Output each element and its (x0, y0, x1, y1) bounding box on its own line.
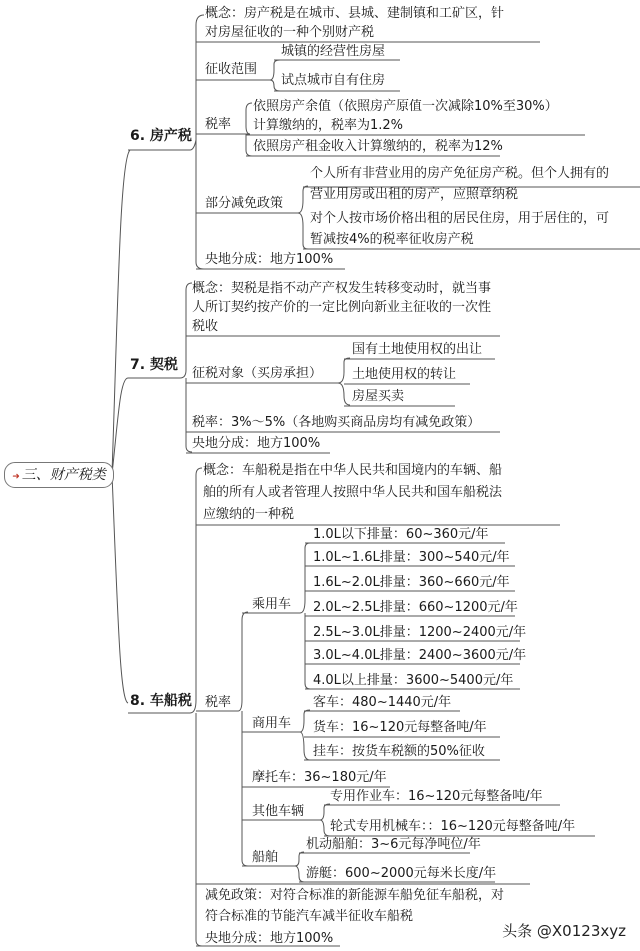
passenger-item: 1.0L~1.6L排量：300~540元/年 (313, 550, 510, 565)
ship-item: 机动船舶：3~6元每净吨位/年 (306, 837, 481, 852)
relief-policy-line: 符合标准的节能汽车减半征收车船税 (205, 909, 414, 924)
motorcycle-rate: 摩托车：36~180元/年 (252, 770, 387, 785)
concept-line: 概念：车船税是指在中华人民共和国境内的车辆、船 (203, 463, 503, 478)
commercial-item: 客车：480~1440元/年 (313, 695, 452, 710)
object-item: 房屋买卖 (352, 389, 405, 404)
concept-line: 应缴纳的一种税 (203, 507, 295, 522)
watermark: 头条 @X0123xyz (502, 922, 626, 940)
concept-line: 舶的所有人或者管理人按照中华人民共和国车船税法 (203, 485, 503, 500)
commercial-item: 货车：16~120元每整备吨/年 (313, 720, 487, 735)
other-vehicle-item: 专用作业车：16~120元每整备吨/年 (330, 789, 543, 804)
object-item: 国有土地使用权的出让 (352, 342, 483, 357)
ships-label[interactable]: 船舶 (252, 850, 279, 865)
revenue-split: 央地分成：地方100% (192, 436, 321, 451)
object-item: 土地使用权的转让 (352, 367, 457, 382)
rate-item: 依照房产租金收入计算缴纳的，税率为12% (253, 139, 503, 154)
rate-label[interactable]: 税率 (205, 117, 232, 132)
concept-line: 概念：房产税是在城市、县城、建制镇和工矿区，针 (205, 6, 505, 21)
section-title-property-tax[interactable]: 6. 房产税 (130, 128, 192, 144)
scope-label[interactable]: 征收范围 (205, 62, 258, 77)
rate-text: 税率：3%～5%（各地购买商品房均有减免政策） (192, 415, 481, 430)
section-title-vehicle-tax[interactable]: 8. 车船税 (130, 693, 192, 709)
rate-item: 计算缴纳的，税率为1.2% (253, 118, 404, 133)
concept-line: 税收 (192, 319, 219, 334)
other-vehicle-item: 轮式专用机械车：：16~120元每整备吨/年 (330, 819, 576, 834)
revenue-split: 央地分成：地方100% (205, 252, 334, 267)
root-label: 三、财产税类 (21, 467, 106, 483)
concept-line: 对房屋征收的一种个别财产税 (205, 25, 375, 40)
relief-label[interactable]: 部分减免政策 (205, 196, 284, 211)
rate-label[interactable]: 税率 (205, 695, 232, 710)
passenger-item: 1.0L以下排量：60~360元/年 (313, 527, 489, 542)
passenger-item: 2.5L~3.0L排量：1200~2400元/年 (313, 625, 527, 640)
other-vehicles-label[interactable]: 其他车辆 (252, 804, 305, 819)
rate-item: 依照房产余值（依照房产原值一次减除10%至30%） (253, 99, 558, 114)
relief-item: 暂减按4%的税率征收房产税 (310, 232, 474, 247)
revenue-split: 央地分成：地方100% (205, 931, 334, 946)
scope-item: 试点城市自有住房 (281, 73, 386, 88)
relief-policy-line: 减免政策：对符合标准的新能源车船免征车船税，对 (205, 888, 505, 903)
concept-line: 人所订契约按产价的一定比例向新业主征收的一次性 (192, 300, 492, 315)
passenger-item: 4.0L以上排量：3600~5400元/年 (313, 673, 514, 688)
commercial-item: 挂车：按货车税额的50%征收 (313, 744, 485, 759)
bullet-icon: ➜ (12, 472, 20, 482)
relief-item: 个人所有非营业用的房产免征房产税。但个人拥有的 (310, 166, 610, 181)
ship-item: 游艇：600~2000元每米长度/年 (306, 866, 497, 881)
relief-item: 对个人按市场价格出租的居民住房，用于居住的，可 (310, 211, 610, 226)
passenger-item: 1.6L~2.0L排量：360~660元/年 (313, 575, 510, 590)
commercial-label[interactable]: 商用车 (252, 716, 292, 731)
root-node[interactable] (4, 462, 114, 488)
passenger-item: 2.0L~2.5L排量：660~1200元/年 (313, 600, 518, 615)
scope-item: 城镇的经营性房屋 (281, 44, 386, 59)
passenger-label[interactable]: 乘用车 (252, 597, 292, 612)
concept-line: 概念：契税是指不动产产权发生转移变动时，就当事 (192, 281, 492, 296)
passenger-item: 3.0L~4.0L排量：2400~3600元/年 (313, 648, 527, 663)
object-label[interactable]: 征税对象（买房承担） (192, 366, 323, 381)
relief-item: 营业用房或出租的房产，应照章纳税 (310, 187, 519, 202)
section-title-deed-tax[interactable]: 7. 契税 (130, 357, 178, 373)
